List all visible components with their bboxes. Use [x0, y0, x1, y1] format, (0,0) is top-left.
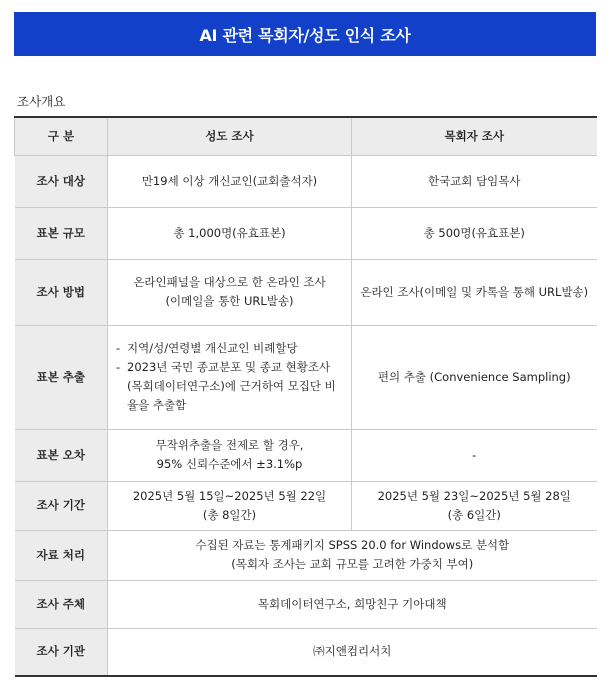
column-header-members: 성도 조사	[108, 117, 352, 155]
pastors-cell: 온라인 조사(이메일 및 카톡을 통해 URL발송)	[352, 259, 597, 325]
row-label: 조사 주체	[15, 580, 108, 628]
row-label: 조사 기간	[15, 481, 108, 530]
members-cell	[108, 259, 352, 325]
table-row	[15, 580, 597, 628]
bullet-list	[114, 339, 345, 415]
table-row	[15, 207, 597, 259]
table-row	[15, 481, 597, 530]
members-cell	[108, 429, 352, 481]
cell-line: 2025년 5월 15일~2025년 5월 22일	[132, 488, 327, 503]
cell-line: 수집된 자료는 통계패키지 SPSS 20.0 for Windows로 분석함	[195, 538, 510, 552]
row-label: 표본 오차	[15, 429, 108, 481]
cell-line: (목회자 조사는 교회 규모를 고려한 가중치 부여)	[231, 557, 474, 571]
cell-line: 95% 신뢰수준에서 ±3.1%p	[156, 457, 303, 471]
table-row	[15, 628, 597, 676]
table-row	[15, 325, 597, 429]
section-label: 조사개요	[17, 94, 66, 109]
page-title-bar	[14, 12, 596, 56]
merged-cell: ㈜지앤컴리서치	[108, 628, 597, 676]
table-row	[15, 429, 597, 481]
list-item: - 지역/성/연령별 개신교인 비례할당	[114, 339, 345, 358]
cell-line: 2025년 5월 23일~2025년 5월 28일	[377, 488, 571, 503]
cell-line: 무작위추출을 전제로 할 경우,	[155, 438, 304, 452]
list-item: - 2023년 국민 종교분포 및 종교 현황조사(목회데이터연구소)에 근거하여 모집단 비율을 추출함	[114, 358, 345, 415]
row-label: 조사 기관	[15, 628, 108, 676]
cell-line: (총 8일간)	[202, 507, 257, 522]
table-header-row	[15, 117, 597, 155]
pastors-cell: 한국교회 담임목사	[352, 155, 597, 207]
row-label: 조사 방법	[15, 259, 108, 325]
table-row	[15, 259, 597, 325]
pastors-cell: 편의 추출 (Convenience Sampling)	[352, 325, 597, 429]
cell-line: (이메일을 통한 URL발송)	[165, 294, 294, 308]
pastors-cell: 총 500명(유효표본)	[352, 207, 597, 259]
members-cell	[108, 481, 352, 530]
table-row	[15, 155, 597, 207]
table-row	[15, 530, 597, 580]
column-header-pastors: 목회자 조사	[352, 117, 597, 155]
page-title: AI 관련 목회자/성도 인식 조사	[199, 25, 411, 45]
survey-overview-table	[14, 116, 597, 677]
members-cell	[108, 325, 352, 429]
members-cell: 만19세 이상 개신교인(교회출석자)	[108, 155, 352, 207]
members-cell: 총 1,000명(유효표본)	[108, 207, 352, 259]
column-header-category: 구 분	[15, 117, 108, 155]
row-label: 자료 처리	[15, 530, 108, 580]
row-label: 표본 추출	[15, 325, 108, 429]
merged-cell: 목회데이터연구소, 희망친구 기아대책	[108, 580, 597, 628]
row-label: 표본 규모	[15, 207, 108, 259]
pastors-cell	[352, 481, 597, 530]
cell-line: 온라인패널을 대상으로 한 온라인 조사	[133, 275, 326, 289]
row-label: 조사 대상	[15, 155, 108, 207]
merged-cell	[108, 530, 597, 580]
pastors-cell: -	[352, 429, 597, 481]
cell-line: (총 6일간)	[447, 507, 501, 522]
